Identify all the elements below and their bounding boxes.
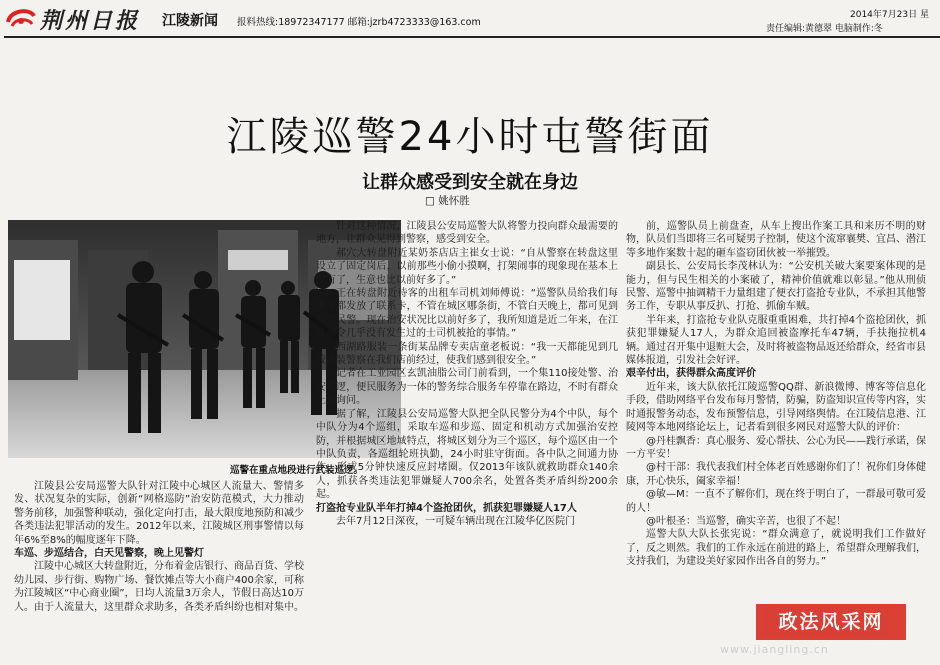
article-subheadline: 让群众感受到安全就在身边 (362, 172, 578, 193)
paragraph: @叶根圣：当巡警，确实辛苦，也很了不起！ (646, 515, 846, 527)
paragraph: 正在转盘附近待客的出租车司机刘师傅说：“巡警队员给我们每辆车都发放了联系卡，不管在城区哪条街，不管白天晚上，都可见到巡逻民警。现在治安状况比以前好多了，我所知道是近二年来，在江陵城令几乎没有发生过的士司机被抢的事情。” (316, 288, 618, 340)
paragraph: 半年来，打盗抢专业队克服重重困难，共打掉4个盗抢团伙，抓获犯罪嫌疑人17人，为群众追回被盗摩托车47辆，手扶拖拉机4辆。通过召开集中退赃大会，及时将被盗物品返还给群众，经省市县媒体报道，引发社会好评。 (626, 314, 926, 367)
paragraph: @村干部：我代表我们村全体老百姓感谢你们了！祝你们身体健康，开心快乐，阖家幸福！ (626, 462, 926, 487)
article-column-middle (316, 220, 618, 528)
paragraph: 江陵县公安局巡警大队针对江陵中心城区人流量大、警情多发、状况复杂的实际，创新“网格巡防”治安防范模式，大力推动警务前移，加强警种联动，强化定向打击，最大限度地预防和减少各类违法犯罪活动的发生。2012年以来，江陵城区刑事警情以每年6%至8%的幅度逐年下降。 (14, 481, 304, 546)
tip-hotline: 报料热线:18972347177 邮箱:jzrb4723333@163.com (237, 17, 481, 28)
newspaper-name: 荆州日报 (40, 8, 141, 34)
paragraph: 西湖路服装一条街某品牌专卖店童老板说：“我一天都能见到几拨武装警察在我们店前经过，使我们感到很安全。” (316, 341, 618, 367)
paragraph: 据了解，江陵县公安局巡警大队把全队民警分为4个中队，每个中队分为4个巡组，采取车巡和步巡、固定和机动方式加强治安控防，并根据城区地域特点，将城区划分为三个巡区，每个巡区由一个中队负责，各巡组轮班执勤，24小时驻守街面。各中队之间通力协作、形成5分钟快速反应封堵圈。仅2013年该队就救助群众140余人，抓获各类违法犯罪嫌疑人700余名，处置各类矛盾纠纷200余起。 (316, 408, 618, 501)
photo-caption: 巡警在重点地段进行武装巡逻。 (230, 465, 364, 476)
masthead-divider (4, 36, 940, 38)
section-title: 江陵新闻 (162, 13, 218, 29)
site-watermark: www.jiangling.cn (720, 643, 829, 656)
paragraph: 针对这种情况，江陵县公安局巡警大队将警力投向群众最需要的地方，让群众见得到警察，感受到安全。 (316, 221, 618, 246)
paragraph: 去年7月12日深夜，一可疑车辆出现在江陵华亿医院门 (336, 515, 576, 527)
newspaper-logo-icon (4, 6, 38, 32)
article-column-left (14, 480, 304, 614)
paragraph: 近年来，该大队依托江陵巡警QQ群、新浪微博、博客等信息化手段，借助网络平台发布每月警情，防骗，防盗知识宣传等内容，实时通报警务动态，发布预警信息，引导网络舆情。在江陵信息港、江陵网等本地网络论坛上，记者看到很多网民对巡警大队的评价： (626, 381, 926, 434)
section-subheading: 艰辛付出，获得群众高度评价 (626, 368, 756, 380)
paragraph: 郝穴大转盘附近某奶茶店店主崔女士说：“自从警察在转盘这里设立了固定岗后，以前那些小偷小摸啊，打架闹事的现象现在基本上没有了，生意也比以前好多了。” (316, 247, 618, 286)
issue-date: 2014年7月23日 星 (850, 10, 929, 20)
section-subheading: 车巡、步巡结合，白天见警察，晚上见警灯 (14, 548, 204, 560)
editor-credits: 责任编辑:黄德翠 电脑制作:冬 (766, 24, 883, 34)
section-subheading: 打盗抢专业队半年打掉4个盗抢团伙，抓获犯罪嫌疑人17人 (316, 502, 577, 514)
paragraph: 记者在工业园区玄凯油脂公司门前看到，一个集110接处警、治安巡逻，便民服务为一体的警务综合服务车停靠在路边，不时有群众上前询问。 (316, 368, 618, 407)
article-byline: □ 姚怀胜 (425, 195, 470, 207)
paragraph: 副县长、公安局长李茂林认为：“公安机关破大案要案体现的是能力，但与民生相关的小案破了，精神价值就难以彰显。”他从刑侦民警、巡警中抽调精干力量组建了便衣打盗抢专业队，不承担其他警务工作，专职从事反扒、打抢、抓偷车贼。 (626, 261, 926, 313)
article-headline: 江陵巡警24小时屯警街面 (226, 114, 714, 160)
paragraph: 巡警大队大队长张宪说：“群众满意了，就说明我们工作做好了，反之则然。我们的工作永远在前进的路上，希望群众理解我们，支持我们，为建设美好家园作出各自的努力。” (626, 529, 926, 568)
paragraph: @丹桂飘香：真心服务、爱心帮扶、公心为民——践行承诺，保一方平安！ (626, 435, 926, 460)
article-column-right (626, 220, 926, 569)
paragraph: @敏—M：一直不了解你们，现在终于明白了，一群最可敬可爱的人！ (626, 489, 926, 514)
site-stamp-logo: 政法风采网 (756, 604, 906, 640)
paragraph: 江陵中心城区大转盘附近，分布着金店银行、商品百货、学校幼儿园、步行街、购物广场、餐饮摊点等大小商户400余家，可称为江陵城区“中心商业圈”，日均人流量3万余人，节假日高达10万人。由于人流量大，这里群众求助多，各类矛盾纠纷也相对集中。 (14, 561, 304, 613)
paragraph: 前，巡警队员上前盘查，从车上搜出作案工具和来历不明的财物，队员们当即将三名可疑男子控制，使这个流窜襄樊、宜昌、潜江等多地作案数十起的砸车盗窃团伙被一举摧毁。 (626, 221, 926, 259)
